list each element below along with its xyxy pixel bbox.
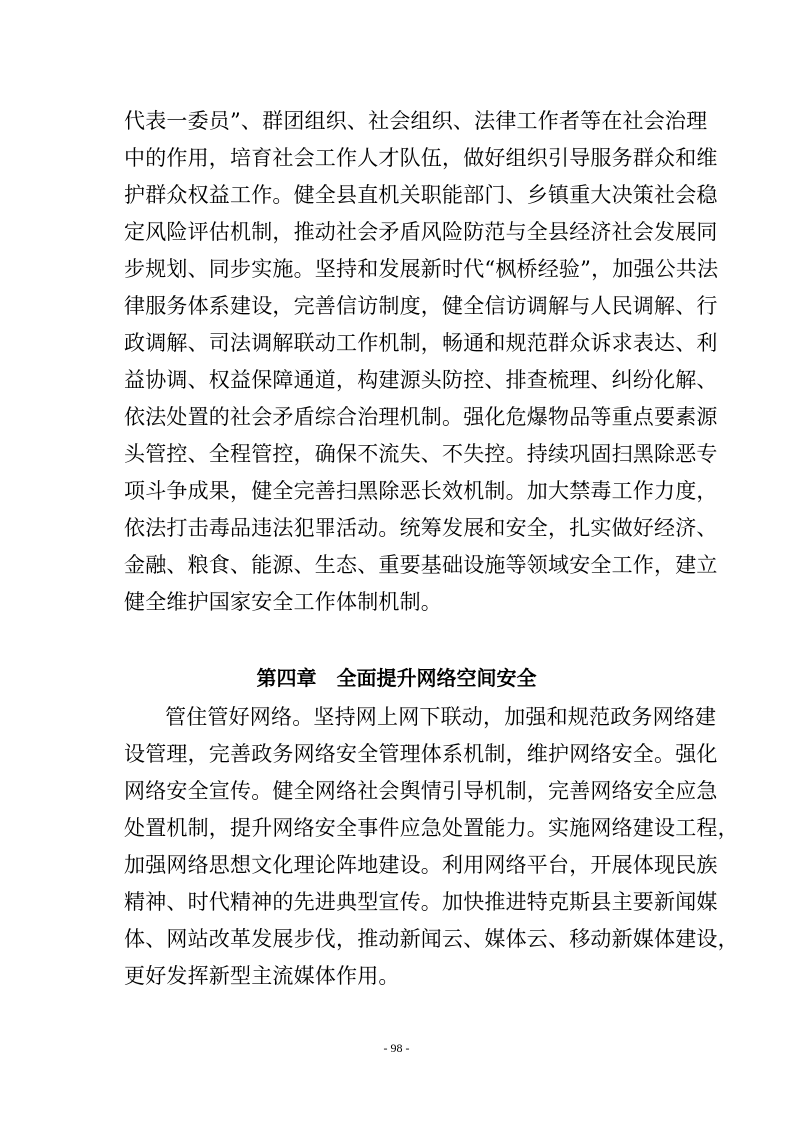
paragraph-1-line-5: 步规划、同步实施。坚持和发展新时代“枫桥经验”，加强公共法 — [124, 257, 719, 281]
paragraph-1-line-13: 金融、粮食、能源、生态、重要基础设施等领域安全工作，建立 — [124, 553, 718, 577]
paragraph-2-line-3: 网络安全宣传。健全网络社会舆情引导机制，完善网络安全应急 — [124, 779, 718, 803]
paragraph-1-line-3: 护群众权益工作。健全县直机关职能部门、乡镇重大决策社会稳 — [124, 183, 718, 207]
paragraph-1-line-2: 中的作用，培育社会工作人才队伍，做好组织引导服务群众和维 — [124, 146, 718, 170]
paragraph-1-line-7: 政调解、司法调解联动工作机制，畅通和规范群众诉求表达、利 — [124, 331, 718, 355]
paragraph-2-line-7: 体、网站改革发展步伐，推动新闻云、媒体云、移动新媒体建设， — [124, 927, 739, 951]
paragraph-1-line-4: 定风险评估机制，推动社会矛盾风险防范与全县经济社会发展同 — [124, 220, 718, 244]
paragraph-2-line-6: 精神、时代精神的先进典型宣传。加快推进特克斯县主要新闻媒 — [124, 890, 718, 914]
paragraph-1-line-8: 益协调、权益保障通道，构建源头防控、排查梳理、纠纷化解、 — [124, 368, 718, 392]
paragraph-2-line-4: 处置机制，提升网络安全事件应急处置能力。实施网络建设工程， — [124, 816, 739, 840]
paragraph-1-line-10: 头管控、全程管控，确保不流失、不失控。持续巩固扫黑除恶专 — [124, 442, 718, 466]
paragraph-2-line-2: 设管理，完善政务网络安全管理体系机制，维护网络安全。强化 — [124, 742, 718, 766]
paragraph-1-line-9: 依法处置的社会矛盾综合治理机制。强化危爆物品等重点要素源 — [124, 405, 718, 429]
page-number: - 98 - — [383, 1041, 410, 1055]
paragraph-1-line-14: 健全维护国家安全工作体制机制。 — [124, 590, 442, 614]
paragraph-1-line-1: 代表一委员”、群团组织、社会组织、法律工作者等在社会治理 — [124, 109, 708, 133]
paragraph-1-line-11: 项斗争成果，健全完善扫黑除恶长效机制。加大禁毒工作力度， — [124, 479, 718, 503]
chapter-heading: 第四章 全面提升网络空间安全 — [256, 666, 537, 690]
paragraph-2-line-5: 加强网络思想文化理论阵地建设。利用网络平台，开展体现民族 — [124, 853, 718, 877]
paragraph-2-line-8: 更好发挥新型主流媒体作用。 — [124, 964, 400, 988]
paragraph-1-line-6: 律服务体系建设，完善信访制度，健全信访调解与人民调解、行 — [124, 294, 718, 318]
paragraph-2-line-1: 管住管好网络。坚持网上网下联动，加强和规范政务网络建 — [165, 705, 717, 729]
paragraph-1-line-12: 依法打击毒品违法犯罪活动。统筹发展和安全，扎实做好经济、 — [124, 516, 718, 540]
